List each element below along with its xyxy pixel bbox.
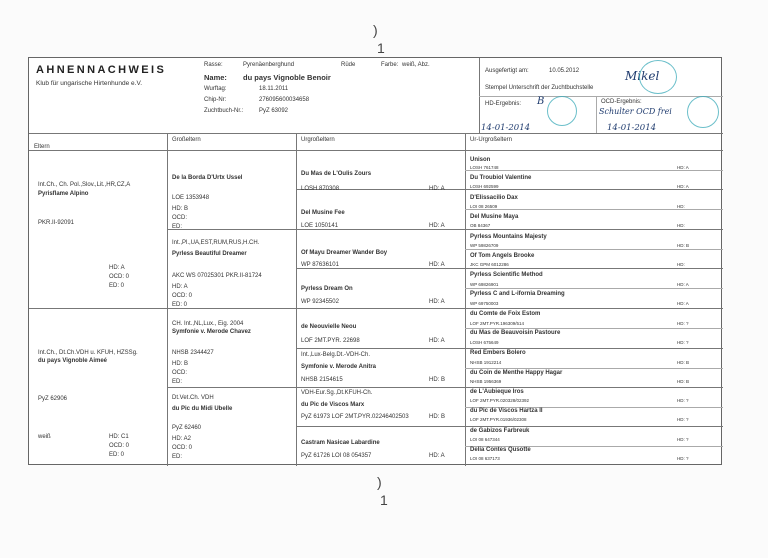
gggparent-reg: LOI 08 26509 (470, 204, 498, 209)
gggparent-reg: LOI 08 637173 (470, 456, 500, 461)
gggparent-reg: JKC GPM 6012286 (470, 262, 509, 267)
ggparent-titles: Int.,Lux-Belg.Dt.-VDH-Ch. (301, 352, 371, 358)
gggparent-reg: WP 59826709 (470, 243, 499, 248)
ggparent-reg: NHSB 2154615 (301, 377, 343, 383)
scan-mark: 1 (380, 492, 388, 508)
gggparent-hd: HD: ? (677, 398, 689, 403)
gggparent-hd: HD: (677, 204, 685, 209)
parent-name: du pays Vignoble Aimeé (38, 358, 108, 364)
ggparent-hd: HD: A (429, 262, 445, 268)
ocd-ergebnis-value: Schulter OCD frei (599, 107, 672, 116)
name-label: Name: (204, 73, 227, 82)
parent-reg: PKR.II-92091 (38, 220, 75, 226)
grandparent-hd: HD: A (172, 284, 188, 290)
ggparent-name: Symfonie v. Merode Anitra (301, 364, 377, 370)
gggparent-name: Red Embers Bolero (470, 350, 526, 356)
header-ururgrosseltern: Ur-Urgroßeltern (470, 137, 513, 143)
gggparent-name: de Gabizos Farbreuk (470, 428, 530, 434)
farbe-value: weiß, Abz. (402, 62, 430, 68)
chip-label: Chip-Nr: (204, 97, 227, 103)
parent-titles: Int.Ch., Dt.Ch.VDH u. KFUH, HZSSg. (38, 350, 138, 356)
ausgefertigt-label: Ausgefertigt am: (485, 68, 529, 74)
ggparent-reg: LOE 1050141 (301, 223, 339, 229)
ggparent-reg: LOF 2MT.PYR. 22698 (301, 338, 360, 344)
ggparent-reg: PyZ 61973 LOF 2MT.PYR.02246402503 (301, 414, 409, 420)
gggparent-name: du Coin de Menthe Happy Hagar (470, 370, 563, 376)
grandparent-reg: PyZ 62460 (172, 425, 202, 431)
hd-date: 14-01-2014 (481, 123, 531, 133)
grandparent-hd: HD: B (172, 206, 189, 212)
club-name: Klub für ungarische Hirtenhunde e.V. (36, 80, 142, 87)
gggparent-reg: LOSH 761748 (470, 165, 499, 170)
header-eltern: Eltern (34, 144, 50, 150)
zuchtbuch-label: Zuchtbuch-Nr.: (204, 108, 244, 114)
grandparent-ocd: OCD: (172, 370, 187, 376)
grandparent-reg: AKC WS 07025301 PKR.II-81724 (172, 273, 262, 279)
gggparent-hd: HD: (677, 223, 685, 228)
grandparent-name: du Pic du Midi Ubelle (172, 406, 233, 412)
header-urgrosseltern: Urgroßeltern (301, 137, 335, 143)
scan-mark: 1 (377, 40, 385, 56)
ggparent-titles: VDH-Eur.Sg.,Dt.KFUH-Ch. (301, 390, 373, 396)
gggparent-name: Pyrless C and L-ifornia Dreaming (470, 291, 565, 297)
header-grosseltern: Großeltern (172, 137, 201, 143)
gggparent-hd: HD: ? (677, 456, 689, 461)
grandparent-reg: NHSB 2344427 (172, 350, 214, 356)
hd-ergebnis-label: HD-Ergebnis: (485, 101, 522, 107)
ggparent-name: Of Mayu Dreamer Wander Boy (301, 250, 388, 256)
ggparent-name: Castram Nasicae Labardine (301, 440, 380, 446)
ggparent-reg: LOSH 870308 (301, 186, 340, 192)
official-stamp-icon (547, 96, 577, 126)
grandparent-ed: ED: (172, 454, 183, 460)
gggparent-reg: LOF 2MT.PYR.196309/514 (470, 321, 525, 326)
parent-ocd: OCD: 0 (109, 274, 130, 280)
ausgefertigt-value: 10.05.2012 (549, 68, 580, 74)
official-stamp-icon (687, 96, 719, 128)
gggparent-name: du Pic de Viscos Hartza II (470, 408, 543, 414)
grandparent-titles: Dt.Vet.Ch. VDH (172, 395, 214, 401)
ggparent-name: Del Musine Fee (301, 210, 345, 216)
grandparent-hd: HD: A2 (172, 436, 192, 442)
parent-reg: PyZ 62906 (38, 396, 68, 402)
gggparent-hd: HD: ? (677, 340, 689, 345)
hd-ergebnis-value: B (537, 96, 545, 107)
gggparent-reg: LOSH 675649 (470, 340, 499, 345)
grandparent-titles: CH. Int.,NL,Lux., Eig. 2004 (172, 321, 244, 327)
wurftag-label: Wurftag: (204, 86, 227, 92)
gggparent-name: Du Troubiol Valentine (470, 175, 532, 181)
ggparent-hd: HD: A (429, 338, 445, 344)
gggparent-hd: HD: ? (677, 321, 689, 326)
gggparent-hd: HD: B (677, 360, 690, 365)
grandparent-hd: HD: B (172, 361, 189, 367)
gggparent-name: de L'Aubieque Iros (470, 389, 524, 395)
gggparent-hd: HD: A (677, 301, 689, 306)
grandparent-ocd: OCD: 0 (172, 445, 193, 451)
ocd-ergebnis-label: OCD-Ergebnis: (601, 99, 642, 105)
gggparent-reg: WP 69826901 (470, 282, 499, 287)
gggparent-name: D'Elissacilio Dax (470, 195, 518, 201)
ggparent-reg: PyZ 61726 LOI 08 054357 (301, 453, 372, 459)
ggparent-name: de Neouvielle Neou (301, 324, 357, 330)
gggparent-reg: NHSB 1956369 (470, 379, 502, 384)
parent-hd: HD: A (109, 265, 125, 271)
parent-hd: HD: C1 (109, 434, 129, 440)
ggparent-name: du Pic de Viscos Marx (301, 402, 365, 408)
ggparent-hd: HD: A (429, 223, 445, 229)
scan-mark: ) (377, 474, 382, 490)
ggparent-hd: HD: A (429, 453, 445, 459)
farbe-label: Farbe: (381, 62, 399, 68)
scan-mark: ) (373, 22, 378, 38)
gggparent-reg: WP 69750003 (470, 301, 499, 306)
gggparent-name: Del Musine Maya (470, 214, 519, 220)
ggparent-reg: WP 87636101 (301, 262, 339, 268)
parent-titles: Int.Ch., Ch. Pol.,Slov.,Lit.,HR,CZ,A (38, 182, 131, 188)
gggparent-name: Delia Contes Qusotte (470, 447, 531, 453)
parent-color: weiß (38, 434, 51, 440)
parent-ed: ED: 0 (109, 452, 125, 458)
gggparent-name: Pyrless Scientific Method (470, 272, 543, 278)
gggparent-reg: OB 84367 (470, 223, 491, 228)
gggparent-hd: HD: A (677, 282, 689, 287)
ggparent-name: Du Mas de L'Oulis Zours (301, 171, 372, 177)
gggparent-hd: HD: ? (677, 437, 689, 442)
gggparent-reg: LOF 2MT.PYR.020328/02392 (470, 398, 530, 403)
gggparent-reg: NHSB 1912214 (470, 360, 502, 365)
ggparent-name: Pyrless Dream On (301, 286, 353, 292)
ggparent-hd: HD: A (429, 299, 445, 305)
grandparent-reg: LOE 1353948 (172, 195, 210, 201)
official-stamp-icon (639, 60, 677, 94)
rasse-value: Pyrenäenberghund (243, 62, 295, 68)
signature: Mikel (625, 69, 660, 83)
chip-value: 276095600034658 (259, 97, 310, 103)
pedigree-sheet (28, 57, 722, 465)
wurftag-value: 18.11.2011 (259, 86, 289, 92)
gggparent-reg: LOSH 692599 (470, 184, 499, 189)
grandparent-ed: ED: (172, 224, 183, 230)
zuchtbuch-value: PyZ 63092 (259, 108, 289, 114)
parent-name: Pyrisflame Alpino (38, 191, 89, 197)
gggparent-reg: LOI 08 647344 (470, 437, 500, 442)
gggparent-hd: HD: A (677, 184, 689, 189)
gggparent-name: Pyrless Mountains Majesty (470, 234, 547, 240)
grandparent-name: De la Borda D'Urtx Ussel (172, 175, 243, 181)
document-title: AHNENNACHWEIS (36, 64, 167, 76)
stempel-label: Stempel Unterschrift der Zuchtbuchstelle (485, 85, 594, 91)
gggparent-hd: HD: B (677, 379, 690, 384)
gggparent-hd: HD: (677, 262, 685, 267)
ggparent-reg: WP 92345502 (301, 299, 339, 305)
ggparent-hd: HD: B (429, 377, 446, 383)
gggparent-name: Unison (470, 157, 491, 163)
sex-value: Rüde (341, 62, 356, 68)
ggparent-hd: HD: A (429, 186, 445, 192)
grandparent-name: Pyrless Beautiful Dreamer (172, 251, 247, 257)
gggparent-hd: HD: A (677, 165, 689, 170)
gggparent-name: du Mas de Beauvoisin Pastoure (470, 330, 561, 336)
ocd-date: 14-01-2014 (607, 123, 657, 133)
grandparent-ocd: OCD: (172, 215, 187, 221)
grandparent-ocd: OCD: 0 (172, 293, 193, 299)
gggparent-name: Of Tom Angels Brooke (470, 253, 535, 259)
grandparent-name: Symfonie v. Merode Chavez (172, 329, 251, 335)
gggparent-hd: HD: ? (677, 417, 689, 422)
parent-ed: ED: 0 (109, 283, 125, 289)
gggparent-reg: LOF 2MT.PYR.01936/02308 (470, 417, 527, 422)
grandparent-titles: Int.,Pl.,UA,EST,RUM,RUS,H.CH. (172, 240, 260, 246)
gggparent-name: du Comte de Foix Estom (470, 311, 541, 317)
parent-ocd: OCD: 0 (109, 443, 130, 449)
grandparent-ed: ED: 0 (172, 302, 188, 308)
gggparent-hd: HD: B (677, 243, 690, 248)
grandparent-ed: ED: (172, 379, 183, 385)
dog-name: du pays Vignoble Benoir (243, 73, 331, 82)
ggparent-hd: HD: B (429, 414, 446, 420)
rasse-label: Rasse: (204, 62, 223, 68)
